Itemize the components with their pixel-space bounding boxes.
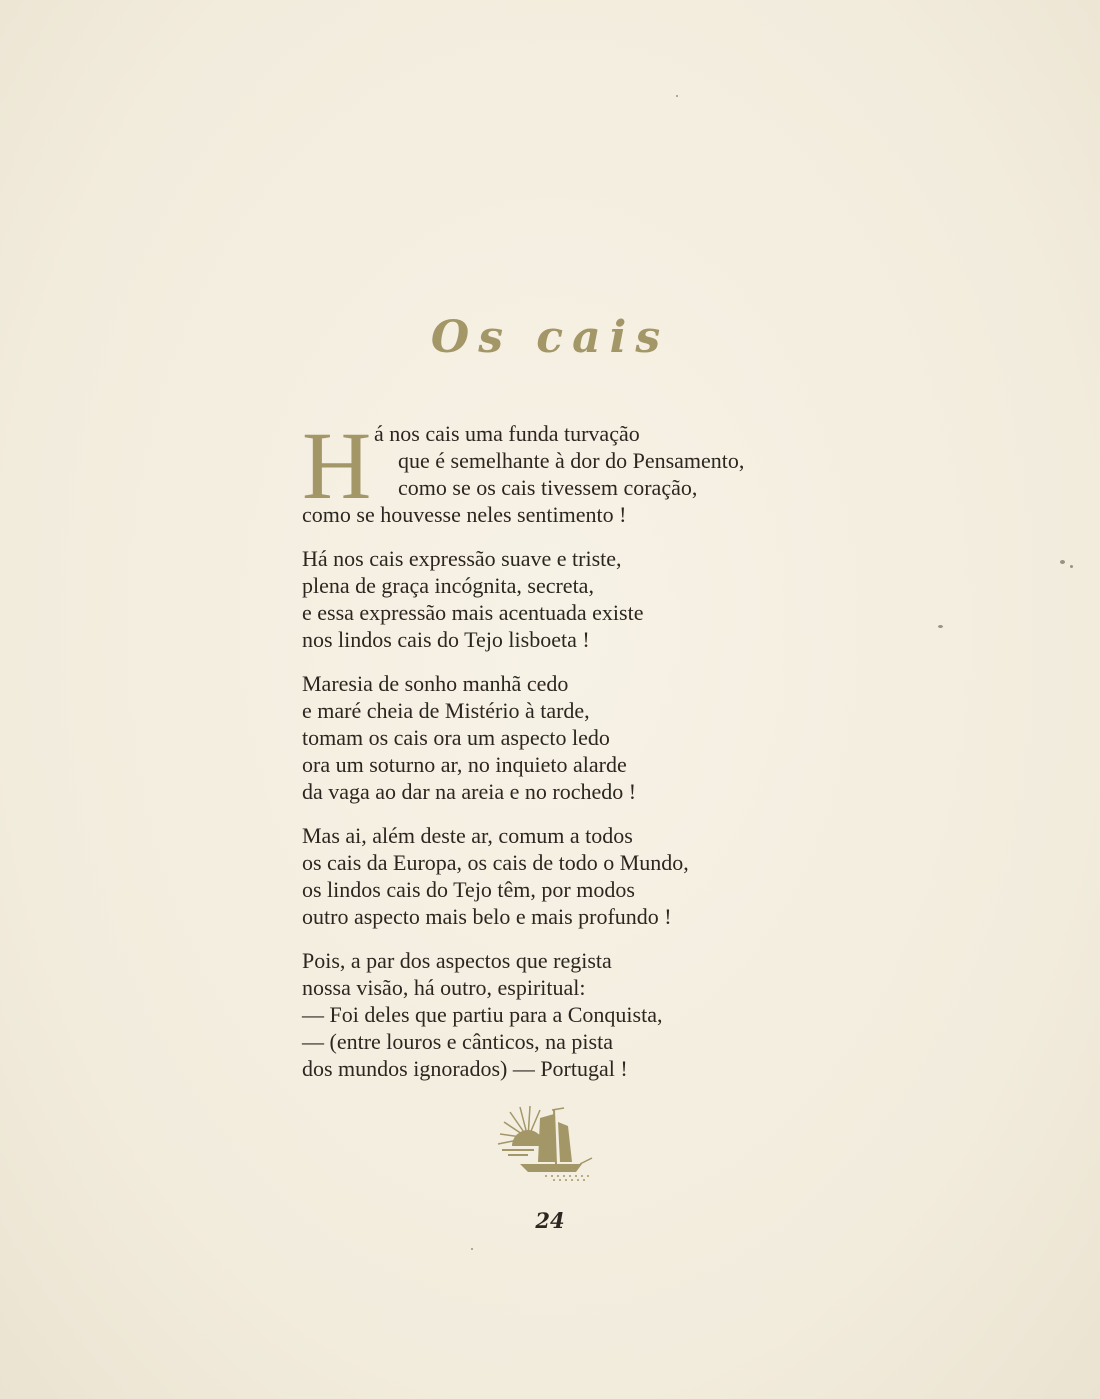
poem-body — [302, 412, 862, 1099]
drop-cap: H — [302, 412, 372, 519]
poem-line: tomam os cais ora um aspecto ledo — [302, 725, 610, 750]
poem-line: — Foi deles que partiu para a Conquista, — [302, 1002, 663, 1027]
poem-line: Mas ai, além deste ar, comum a todos — [302, 823, 633, 848]
stanza-3 — [302, 670, 862, 805]
page-number: 24 — [535, 1208, 565, 1233]
poem-line: — (entre louros e cânticos, na pista — [302, 1029, 613, 1054]
paper-speck — [1060, 560, 1065, 564]
poem-line: os lindos cais do Tejo têm, por modos — [302, 877, 635, 902]
stanza-2 — [302, 545, 862, 653]
poem-line: nossa visão, há outro, espiritual: — [302, 975, 586, 1000]
poem-line: como se houvesse neles sentimento ! — [302, 502, 627, 527]
poem-line: outro aspecto mais belo e mais profundo ! — [302, 904, 672, 929]
poem-line: ora um soturno ar, no inquieto alarde — [302, 752, 627, 777]
poem-line: que é semelhante à dor do Pensamento, — [398, 448, 745, 473]
poem-line: e essa expressão mais acentuada existe — [302, 600, 644, 625]
poem-title: Os cais — [430, 312, 670, 363]
poem-line: Pois, a par dos aspectos que regista — [302, 948, 612, 973]
stanza-4 — [302, 822, 862, 930]
stanza-5 — [302, 947, 862, 1082]
stanza-1 — [302, 412, 862, 528]
poem-line: da vaga ao dar na areia e no rochedo ! — [302, 779, 637, 804]
poem-line: á nos cais uma funda turvação — [374, 421, 640, 446]
paper-speck — [1070, 565, 1073, 568]
poem-line: os cais da Europa, os cais de todo o Mundo, — [302, 850, 689, 875]
poem-line: e maré cheia de Mistério à tarde, — [302, 698, 590, 723]
poem-line: dos mundos ignorados) — Portugal ! — [302, 1056, 628, 1081]
paper-speck — [471, 1248, 473, 1250]
sailing-ship-sun-icon — [494, 1104, 600, 1184]
poem-line: plena de graça incógnita, secreta, — [302, 573, 594, 598]
poem-line: nos lindos cais do Tejo lisboeta ! — [302, 627, 590, 652]
poem-line: como se os cais tivessem coração, — [398, 475, 698, 500]
poem-line: Maresia de sonho manhã cedo — [302, 671, 569, 696]
paper-speck — [676, 95, 678, 97]
paper-speck — [938, 625, 943, 628]
poem-line: Há nos cais expressão suave e triste, — [302, 546, 622, 571]
